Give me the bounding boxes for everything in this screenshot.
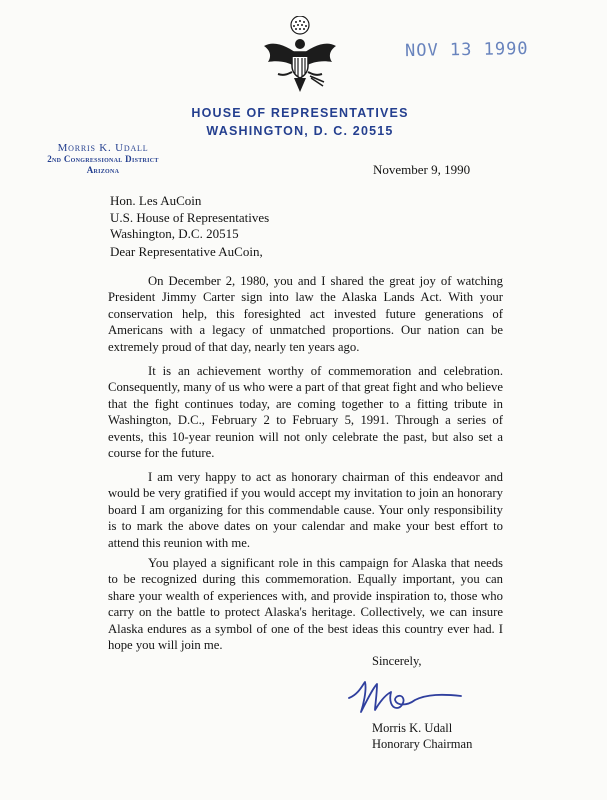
body-paragraph: You played a significant role in this campaign for Alaska that needs to be recognized during this commemoration. Equally important, you can share your wealth of experiences with, and provide inspiration to, those who carry on the battle to protect Alaska's heritage. Collectively, we can insure Alaska endures as a symbol of one of the best ideas this country ever had. I hope you will join me. (108, 556, 503, 653)
signer-block (372, 720, 472, 752)
signer-title: Honorary Chairman (372, 737, 473, 751)
recipient-org: U.S. House of Representatives (110, 209, 270, 225)
signer-name: Morris K. Udall (372, 721, 453, 735)
member-district: 2nd Congressional District (47, 154, 159, 164)
letterhead-title: HOUSE OF REPRESENTATIVES (191, 106, 409, 120)
received-date-stamp: NOV 13 1990 (404, 38, 529, 62)
body-paragraph: I am very happy to act as honorary chairman of this endeavor and would be very gratified if you would accept my invitation to join an honorary board I am organizing for this commendable cause. Your only responsibility is to mark the above dates on your calendar and make your best effort to attend this reunion with me. (108, 470, 503, 550)
eagle-seal-icon (258, 16, 342, 100)
recipient-city: Washington, D.C. 20515 (110, 226, 239, 241)
letter-date: November 9, 1990 (373, 162, 471, 177)
recipient-address (110, 193, 269, 243)
body-paragraph: On December 2, 1980, you and I shared the great joy of watching President Jimmy Carter sign into law the Alaska Lands Act. With your conservation help, this foresighted act invested future generations of Americans with a legacy of unmatched proportions. Our nation can be extremely proud of that day, nearly ten years ago. (108, 274, 503, 354)
handwritten-signature (345, 672, 465, 718)
recipient-name: Hon. Les AuCoin (110, 193, 202, 208)
letterhead-address: WASHINGTON, D. C. 20515 (206, 124, 394, 138)
member-block (18, 142, 188, 176)
salutation: Dear Representative AuCoin, (110, 244, 263, 259)
member-name: Morris K. Udall (57, 142, 149, 154)
closing: Sincerely, (372, 654, 422, 668)
member-state: Arizona (86, 165, 120, 175)
body-paragraph: It is an achievement worthy of commemoration and celebration. Consequently, many of us who were a part of that great fight and who believe that the fight continues today, are coming together to a fitting tribute in Washington, D.C., February 2 to February 5, 1991. Through a series of events, this 10-year reunion will not only celebrate the past, but also set a course for the future. (108, 364, 503, 461)
